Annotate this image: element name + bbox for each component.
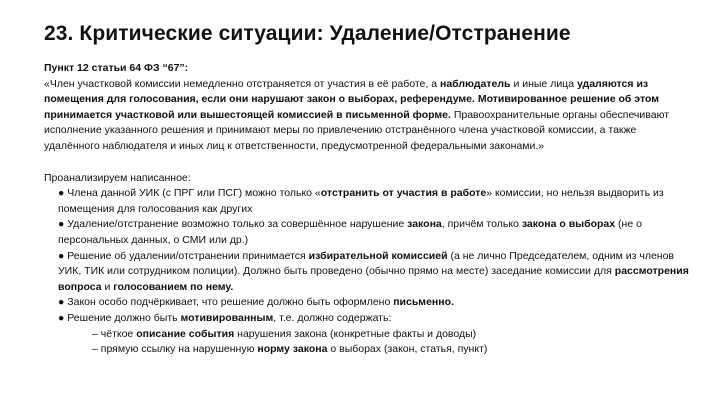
law-reference: Пункт 12 статьи 64 ФЗ “67”: bbox=[44, 62, 189, 74]
bullet-icon: ● bbox=[58, 218, 65, 231]
law-quote: Пункт 12 статьи 64 ФЗ “67”: «Член участковой комиссии немедленно отстраняется от участия в её работе, а наблюдатель и иные лица удаляются из помещения для голосования, если они нарушают закон о выборах, референдуме. Мотивированное решение об этом принимается участковой или вышестоящей комиссией в письменной форме. Правоохранительные органы обеспечивают исполнение указанного решения и принимают меры по привлечению отстранённого члена участковой комиссии, а также удалённого наблюдателя и иных лиц к ответственности, предусмотренной федеральными законами.» bbox=[44, 62, 670, 152]
bullet-icon: ● bbox=[58, 249, 65, 262]
list-item: ● Члена данной УИК (с ПРГ или ПСГ) можно только «отстранить от участия в работе» комиссии, но нельзя выдворить из помещения для голосования как других bbox=[58, 187, 664, 215]
sub-list-item: – прямую ссылку на нарушенную норму закона о выборах (закон, статья, пункт) bbox=[92, 343, 488, 356]
list-item: ● Решение об удалении/отстранении принимается избирательной комиссией (а не лично Председателем, одним из членов УИК, ТИК или сотрудником полиции). Должно быть проведено (обычно прямо на месте) заседание комиссии для рассмотрения вопроса и голосованием по нему. bbox=[58, 249, 689, 293]
bullet-icon: ● bbox=[58, 187, 65, 200]
bullet-icon: ● bbox=[58, 311, 65, 324]
bullet-icon: ● bbox=[58, 296, 65, 309]
slide-title: 23. Критические ситуации: Удаление/Отстранение bbox=[44, 22, 571, 45]
dash-icon: – bbox=[92, 343, 98, 356]
analysis-heading: Проанализируем написанное: bbox=[44, 171, 191, 184]
sub-list-item: – чёткое описание события нарушения закона (конкретные факты и доводы) bbox=[92, 327, 477, 340]
list-item: ● Удаление/отстранение возможно только за совершённое нарушение закона, причём только закона о выборах (не о персональных данных, о СМИ или др.) bbox=[58, 218, 642, 246]
slide-body bbox=[44, 61, 692, 358]
list-item: ● Закон особо подчёркивает, что решение должно быть оформлено письменно. bbox=[58, 296, 454, 309]
spacer bbox=[44, 155, 692, 171]
list-item: ● Решение должно быть мотивированным, т.е. должно содержать: bbox=[58, 311, 392, 324]
dash-icon: – bbox=[92, 327, 98, 340]
